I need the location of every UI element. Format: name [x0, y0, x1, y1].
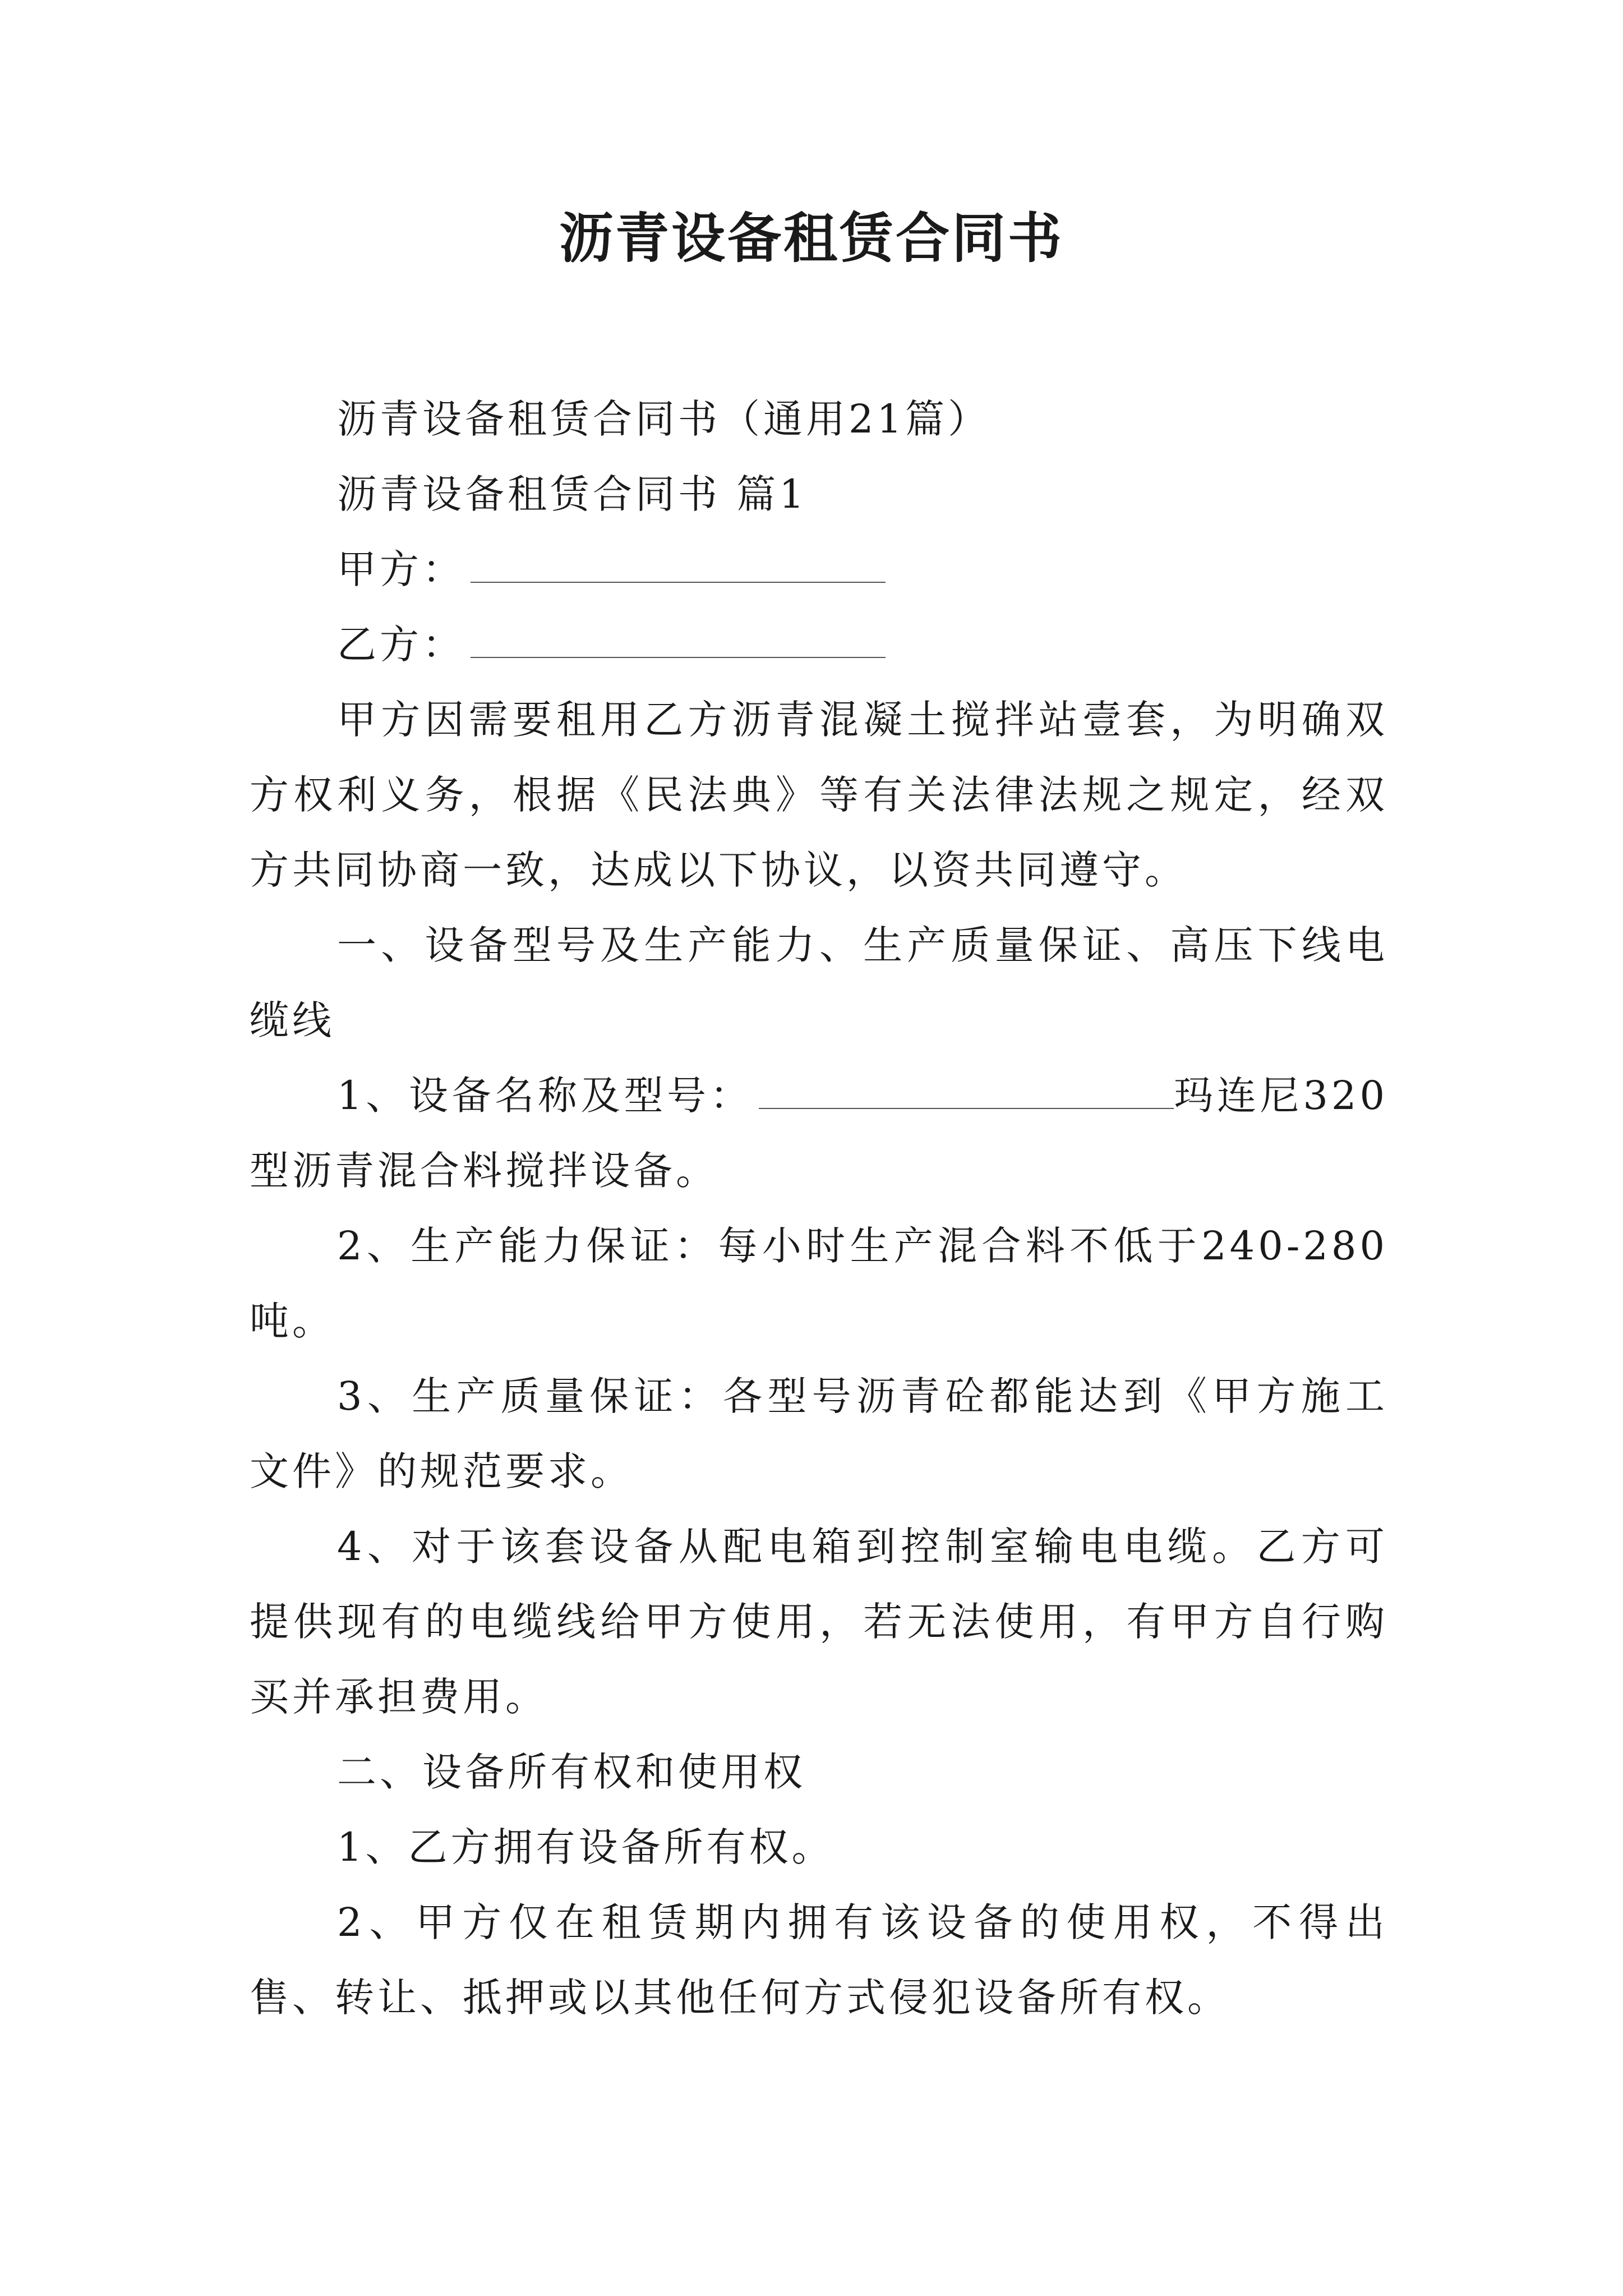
section-heading: 沥青设备租赁合同书 篇1 — [337, 471, 808, 517]
clause1-item1-suffix: 玛连尼320型沥青混合料搅拌设备。 — [250, 1073, 1388, 1194]
clause1-item4: 4、对于该套设备从配电箱到控制室输电电缆。乙方可提供现有的电缆线给甲方使用，若无法使用，有甲方自行购买并承担费用。 — [250, 1524, 1388, 1720]
document-title: 沥青设备租赁合同书 — [559, 206, 1064, 270]
clause1-heading: 一、设备型号及生产能力、生产质量保证、高压下线电缆线 — [250, 922, 1388, 1043]
intro-paragraph: 甲方因需要租用乙方沥青混凝土搅拌站壹套，为明确双方权利义务，根据《民法典》等有关法律法规之规定，经双方共同协商一致，达成以下协议，以资共同遵守。 — [250, 697, 1388, 893]
clause2-item2: 2、甲方仅在租赁期内拥有该设备的使用权，不得出售、转让、抵押或以其他任何方式侵犯设备所有权。 — [250, 1899, 1388, 2021]
document-body — [250, 381, 1388, 2035]
clause1-item1 — [250, 1058, 1388, 1208]
equipment-model-blank — [759, 1063, 1174, 1109]
clause1-item2: 2、生产能力保证：每小时生产混合料不低于240-280吨。 — [250, 1223, 1388, 1344]
party-b-label: 乙方： — [337, 622, 465, 668]
party-b-line — [250, 607, 1388, 682]
clause2-heading: 二、设备所有权和使用权 — [337, 1749, 806, 1795]
party-b-blank — [471, 612, 886, 658]
party-a-line — [250, 532, 1388, 607]
clause1-item1-prefix: 1、设备名称及型号： — [337, 1073, 753, 1119]
document-subtitle: 沥青设备租赁合同书（通用21篇） — [337, 396, 991, 442]
clause2-item1: 1、乙方拥有设备所有权。 — [337, 1824, 834, 1870]
party-a-blank — [471, 537, 886, 583]
clause1-item3: 3、生产质量保证：各型号沥青砼都能达到《甲方施工文件》的规范要求。 — [250, 1373, 1388, 1494]
party-a-label: 甲方： — [337, 546, 465, 592]
